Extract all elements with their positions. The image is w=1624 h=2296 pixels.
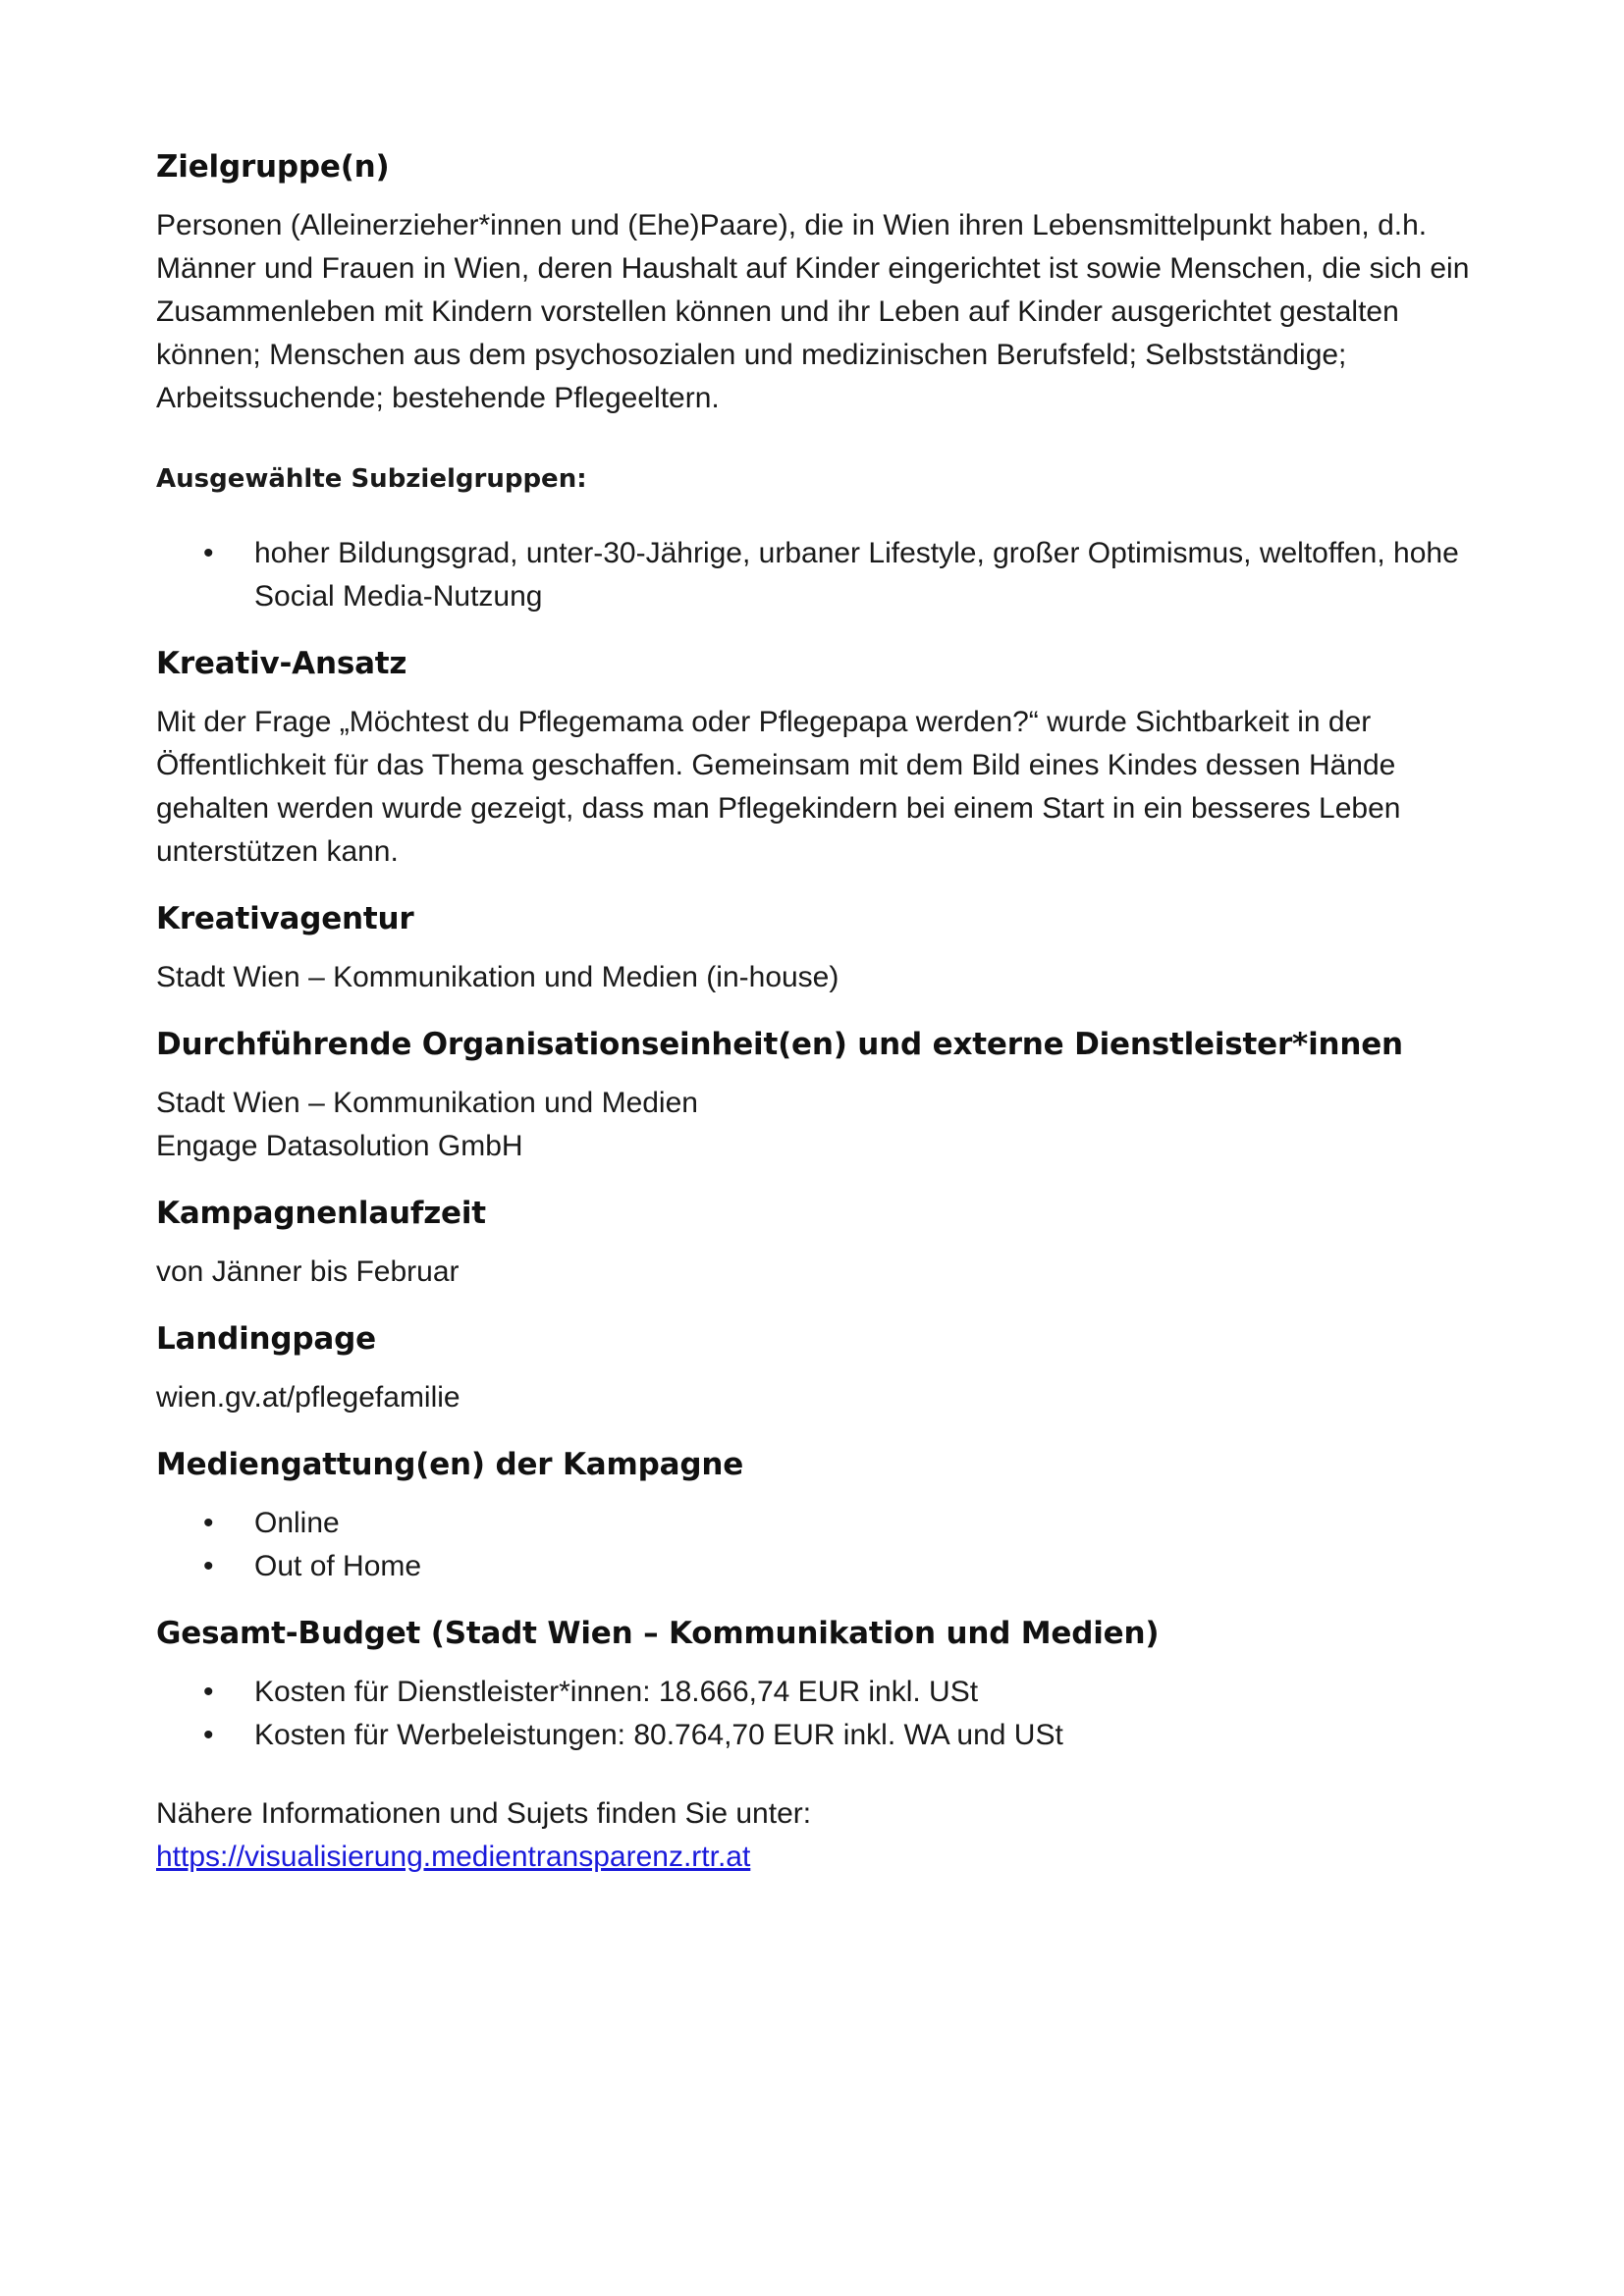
section-zielgruppen <box>156 147 1501 618</box>
document-page <box>156 147 1501 1904</box>
info-text <box>156 1792 1501 1879</box>
durchfuehrende-line: Engage Datasolution GmbH <box>156 1130 523 1162</box>
list-item: • hoher Bildungsgrad, unter-30-Jährige, urbaner Lifestyle, großer Optimismus, weltoffen, hohe Social Media-Nutzung <box>156 532 1501 618</box>
heading-durchfuehrende: Durchführende Organisationseinheit(en) und externe Dienstleister*innen <box>156 1027 1403 1062</box>
heading-landingpage: Landingpage <box>156 1321 376 1357</box>
section-landingpage <box>156 1319 1501 1419</box>
section-budget <box>156 1614 1501 1757</box>
subheading-subzielgruppen: Ausgewählte Subzielgruppen: <box>156 464 587 494</box>
heading-budget: Gesamt-Budget (Stadt Wien – Kommunikation und Medien) <box>156 1616 1160 1651</box>
kreativagentur-text: Stadt Wien – Kommunikation und Medien (in-house) <box>156 961 839 993</box>
durchfuehrende-line: Stadt Wien – Kommunikation und Medien <box>156 1087 698 1119</box>
durchfuehrende-text <box>156 1082 1501 1168</box>
section-kreativ-ansatz <box>156 644 1501 874</box>
list-item: • Online <box>156 1502 1501 1545</box>
heading-zielgruppen: Zielgruppe(n) <box>156 149 390 185</box>
subzielgruppen-list <box>156 532 1501 618</box>
mediengattungen-list <box>156 1502 1501 1588</box>
heading-laufzeit: Kampagnenlaufzeit <box>156 1196 486 1231</box>
list-item: • Kosten für Dienstleister*innen: 18.666,74 EUR inkl. USt <box>156 1671 1501 1714</box>
list-item: • Kosten für Werbeleistungen: 80.764,70 EUR inkl. WA und USt <box>156 1714 1501 1757</box>
info-link[interactable]: https://visualisierung.medientransparenz.rtr.at <box>156 1841 751 1873</box>
info-label: Nähere Informationen und Sujets finden Sie unter: <box>156 1797 812 1830</box>
list-item: • Out of Home <box>156 1545 1501 1588</box>
kreativ-ansatz-text: Mit der Frage „Möchtest du Pflegemama oder Pflegepapa werden?“ wurde Sichtbarkeit in der Öffentlichkeit für das Thema geschaffen. Gemeinsam mit dem Bild eines Kindes dessen Hände gehalten werden wurde gezeigt, dass man Pflegekindern bei einem Start in ein besseres Leben unterstützen kann. <box>156 706 1401 868</box>
laufzeit-text: von Jänner bis Februar <box>156 1255 460 1288</box>
section-laufzeit <box>156 1194 1501 1294</box>
heading-mediengattungen: Mediengattung(en) der Kampagne <box>156 1447 744 1482</box>
budget-list <box>156 1671 1501 1757</box>
landingpage-text: wien.gv.at/pflegefamilie <box>156 1381 460 1414</box>
heading-kreativagentur: Kreativagentur <box>156 901 414 936</box>
section-kreativagentur <box>156 899 1501 999</box>
section-info <box>156 1792 1501 1879</box>
section-mediengattungen <box>156 1445 1501 1588</box>
heading-kreativ-ansatz: Kreativ-Ansatz <box>156 646 407 681</box>
section-durchfuehrende <box>156 1025 1501 1168</box>
zielgruppen-text: Personen (Alleinerzieher*innen und (Ehe)Paare), die in Wien ihren Lebensmittelpunkt haben, d.h. Männer und Frauen in Wien, deren Haushalt auf Kinder eingerichtet ist sowie Menschen, die sich ein Zusammenleben mit Kindern vorstellen können und ihr Leben auf Kinder ausgerichtet gestalten können; Menschen aus dem psychosozialen und medizinischen Berufsfeld; Selbstständige; Arbeitssuchende; bestehende Pflegeeltern. <box>156 209 1470 414</box>
